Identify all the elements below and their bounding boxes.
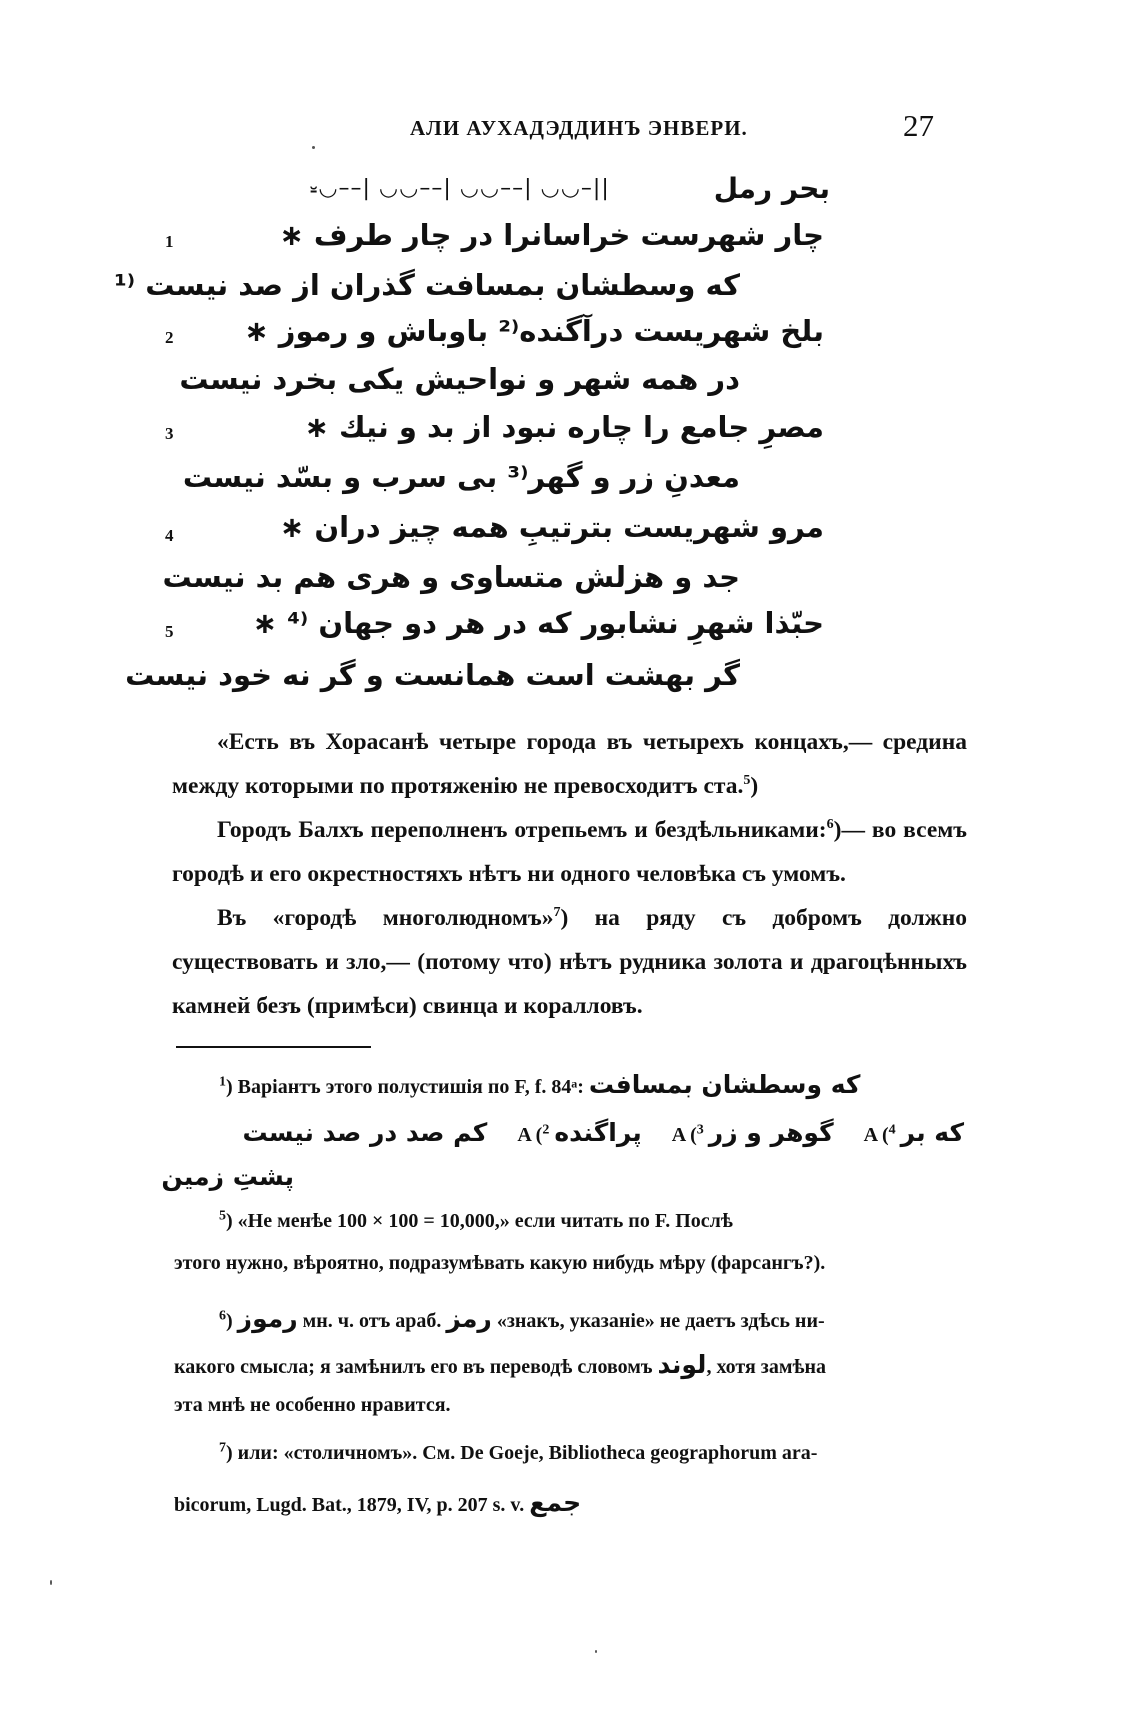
footnote-mark: 4 (888, 1122, 896, 1138)
footnote-persian: پشتِ زمین (161, 1162, 294, 1191)
footnote-5: $^5$) «Не менѣе 100 × 100 = 10,000,» если читать по F. Послѣ (219, 1208, 733, 1232)
verse-line: چار شهرست خراسانرا در چار طرف ∗ (279, 218, 824, 252)
footnote-6-line2 (174, 1350, 826, 1379)
footnote-6-line3: эта мнѣ не особенно нравится. (174, 1394, 451, 1416)
paper-speck (595, 1650, 597, 1653)
verse-line: حبّذا شهرِ نشابور که در هر دو جهان ⁽⁴ ∗ (252, 606, 824, 640)
footnote-persian: پراگنده (554, 1118, 642, 1147)
translation-paragraph: «Есть въ Хорасанѣ четыре города въ четырехъ концахъ,— средина между которыми по протяженію не превосходитъ ста.$^5$) (172, 729, 967, 799)
footnote-mark: 1 (219, 1074, 226, 1090)
footnote-persian: که وسطشان بمسافت (588, 1070, 861, 1099)
verse-line: مرو شهریست بترتیبِ همه چیز دران ∗ (279, 510, 824, 544)
running-head (0, 108, 1140, 148)
verse-number: 1 (165, 232, 174, 251)
footnote-mark: 7 (219, 1440, 226, 1456)
footnote-text: A (671, 1124, 686, 1146)
footnote-text: A (517, 1124, 531, 1146)
translation-paragraph: Въ «городѣ многолюдномъ»$^7$) на ряду съ добромъ должно существовать и зло,— (потому что) нѣтъ рудника золота и драгоцѣнныхъ камней безъ (примѣси) свинца и коралловъ. (172, 905, 968, 1019)
verse-line: گر بهشت است همانست و گر نه خود نیست (125, 658, 740, 692)
footnote-ref: 6 (826, 817, 834, 833)
footnote-text: bicorum, Lugd. Bat., 1879, IV, p. 207 s. v. (174, 1494, 525, 1516)
translation (172, 720, 967, 1028)
footnote-text: Варіантъ этого полустишія по F, f. 84ᵃ: (237, 1076, 584, 1098)
footnote-1: $^1$) Варіантъ этого полустишія по F, f. 84ᵃ: که وسطشان بمسافت (219, 1070, 861, 1099)
translation-text: Городъ Балхъ переполненъ отрепьемъ и бездѣльниками: (217, 817, 827, 843)
footnote-persian: جمع (529, 1488, 582, 1517)
meter-name: بحر رمل (713, 172, 830, 205)
footnote-text: A (863, 1124, 877, 1146)
paper-speck (312, 146, 315, 149)
footnote-persian: لوند (657, 1350, 707, 1379)
translation-text: «Есть въ Хорасанѣ четыре города въ четырехъ концахъ,— средина между которыми по протяженію не превосходитъ ста. (172, 729, 967, 799)
footnote-persian: که بر (900, 1118, 964, 1147)
footnote-text: «знакъ, указаніе» не даетъ здѣсь ни- (496, 1310, 825, 1332)
footnote-mark: 5 (219, 1208, 226, 1224)
footnote-text: , хотя замѣна (706, 1356, 826, 1378)
meter-scheme: ⏓◡––| ◡◡––| ◡◡––| ◡◡–|| (310, 176, 610, 201)
translation-text: на ряду съ добромъ должно существовать и зло,— (потому что) нѣтъ рудника золота и драгоцѣнныхъ камней безъ (примѣси) свинца и коралловъ. (172, 905, 968, 1019)
footnote-ref: 7 (553, 905, 561, 921)
verse-number: 2 (165, 328, 174, 347)
translation-text: Въ «городѣ многолюдномъ» (217, 905, 554, 931)
footnote-continuation (161, 1162, 294, 1191)
footnote-persian: رمز (446, 1304, 492, 1333)
footnote-text: мн. ч. отъ араб. (302, 1310, 442, 1332)
footnote-persian: کم صد در صد نیست (242, 1118, 488, 1147)
verse-number: 5 (165, 622, 174, 641)
footnote-text: «Не менѣе 100 × 100 = 10,000,» если читать по F. Послѣ (237, 1210, 733, 1232)
meter-line (310, 172, 830, 216)
footnote-persian: گوهر و زر (708, 1118, 834, 1147)
footnote-ref: 5 (743, 773, 751, 789)
footnote-5-line2: этого нужно, вѣроятно, подразумѣвать какую нибудь мѣру (фарсангъ?). (174, 1252, 826, 1274)
footnote-mark: 2 (542, 1122, 550, 1138)
footnote-rule (176, 1046, 371, 1048)
verse-line: جد و هزلش متساوی و هری هم بد نیست (162, 560, 740, 594)
page-number: 27 (903, 108, 934, 143)
footnote-7: $^7$) или: «столичномъ». См. De Goeje, Bibliotheca geographorum ara- (219, 1440, 818, 1464)
footnote-mark: 3 (696, 1122, 704, 1138)
footnote-7-line2 (174, 1488, 581, 1517)
paper-speck (50, 1580, 52, 1585)
verse-line: مصرِ جامع را چاره نبود از بد و نیك ∗ (304, 410, 824, 444)
verse-line: معدنِ زر و گهر⁽³ بی سرب و بسّد نیست (182, 460, 740, 494)
footnote-variants: که بر A ($^4$ گوهر و زر A ($^3$ پراگنده A ($^2$ کم صد در صد نیست (242, 1118, 964, 1147)
translation-paragraph: Городъ Балхъ переполненъ отрепьемъ и бездѣльниками:$^6$)— во всемъ городѣ и его окрестностяхъ нѣтъ ни одного человѣка съ умомъ. (172, 817, 967, 887)
translation-text: — во всемъ городѣ и его окрестностяхъ нѣтъ ни одного человѣка съ умомъ. (172, 817, 967, 887)
verse-number: 4 (165, 526, 174, 545)
verse-line: که وسطشان بمسافت گذران از صد نیست ⁽¹ (114, 268, 740, 302)
verse-number: 3 (165, 424, 174, 443)
verse-line: بلخ شهریست درآگنده⁽² باوباش و رموز ∗ (244, 314, 824, 348)
footnote-text: какого смысла; я замѣнилъ его въ переводѣ словомъ (174, 1356, 653, 1378)
running-title: АЛИ АУХАДЭДДИНЪ ЭНВЕРИ. (410, 116, 748, 140)
footnote-mark: 6 (219, 1308, 226, 1324)
verse-line: در همه شهر و نواحیش یکی بخرد نیست (179, 362, 740, 396)
footnote-6: $^6$) رموز мн. ч. отъ араб. رمز «знакъ, указаніе» не даетъ здѣсь ни- (219, 1304, 825, 1333)
footnote-text: или: «столичномъ». См. De Goeje, Bibliotheca geographorum ara- (237, 1442, 818, 1464)
footnote-persian: رموز (237, 1304, 298, 1333)
